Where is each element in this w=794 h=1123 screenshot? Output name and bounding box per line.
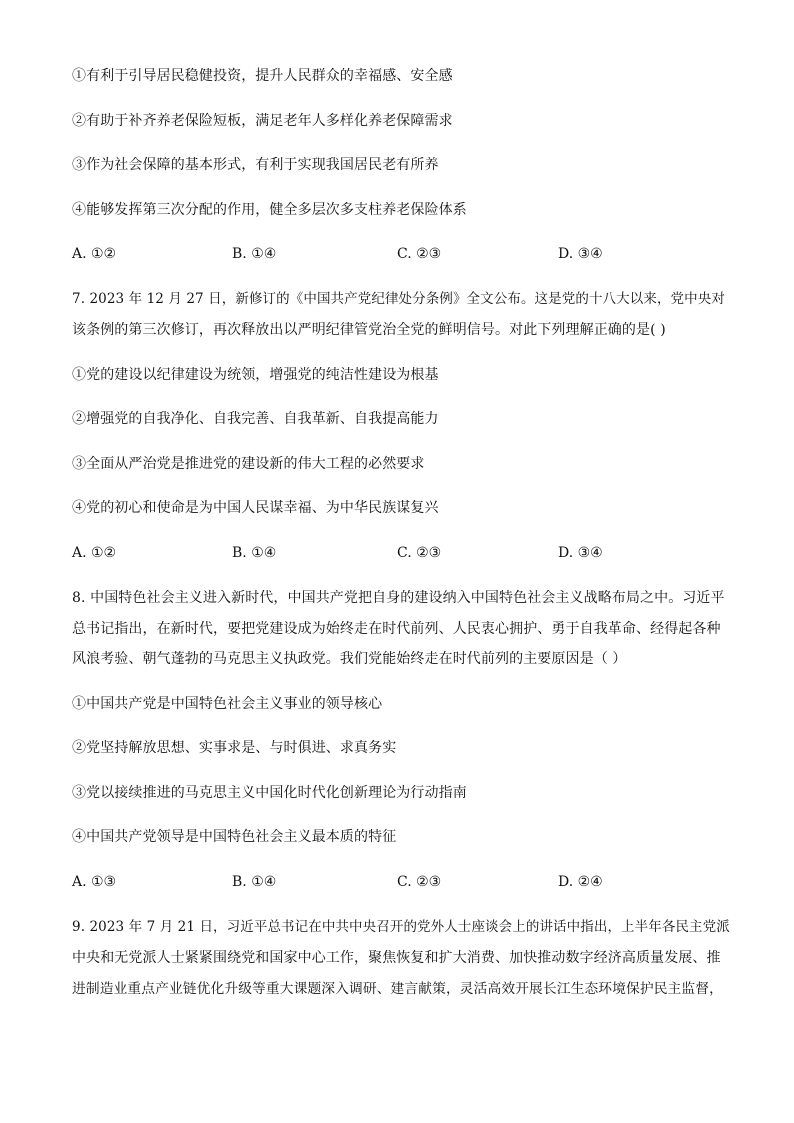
q8-option-b: B. ①④	[232, 874, 277, 890]
q8-statement-1: ①中国共产党是中国特色社会主义事业的领导核心	[72, 696, 383, 712]
q8-statement-2: ②党坚持解放思想、实事求是、与时俱进、求真务实	[72, 740, 397, 756]
q6-statement-4: ④能够发挥第三次分配的作用，健全多层次多支柱养老保险体系	[72, 202, 467, 218]
q6-statement-1: ①有利于引导居民稳健投资，提升人民群众的幸福感、安全感	[72, 68, 453, 84]
q8-statement-3: ③党以接续推进的马克思主义中国化时代化创新理论为行动指南	[72, 785, 467, 801]
q6-option-a: A. ①②	[72, 246, 117, 262]
q8-options	[72, 872, 732, 892]
q6-statement-3: ③作为社会保障的基本形式，有利于实现我国居民老有所养	[72, 157, 439, 173]
q7-statement-4: ④党的初心和使命是为中国人民谋幸福、为中华民族谋复兴	[72, 500, 439, 516]
q9-stem-line-2: 中央和无党派人士紧紧围绕党和国家中心工作，聚焦恢复和扩大消费、加快推动数字经济高质量发展、推	[72, 950, 721, 966]
q6-option-d: D. ③④	[558, 246, 603, 262]
q7-option-c: C. ②③	[397, 545, 442, 561]
q8-option-d: D. ②④	[558, 874, 603, 890]
q7-option-b: B. ①④	[232, 545, 277, 561]
q6-statement-2: ②有助于补齐养老保险短板，满足老年人多样化养老保障需求	[72, 113, 453, 129]
q7-option-a: A. ①②	[72, 545, 117, 561]
q8-statement-4: ④中国共产党领导是中国特色社会主义最本质的特征	[72, 829, 397, 845]
q7-option-d: D. ③④	[558, 545, 603, 561]
q6-options	[72, 244, 732, 264]
q9-stem-line-3: 进制造业重点产业链优化升级等重大课题深入调研、建言献策，灵活高效开展长江生态环境保护民主监督，	[72, 981, 723, 997]
q6-option-b: B. ①④	[232, 246, 277, 262]
q6-option-c: C. ②③	[397, 246, 442, 262]
q7-options	[72, 543, 732, 563]
q9-stem-line-1: 9. 2023 年 7 月 21 日，习近平总书记在中共中央召开的党外人士座谈会上的讲话中指出，上半年各民主党派	[72, 919, 730, 935]
q7-statement-2: ②增强党的自我净化、自我完善、自我革新、自我提高能力	[72, 411, 439, 427]
q7-statement-1: ①党的建设以纪律建设为统领，增强党的纯洁性建设为根基	[72, 367, 439, 383]
q8-stem-line-2: 总书记指出，在新时代，要把党建设成为始终走在时代前列、人民衷心拥护、勇于自我革命、经得起各种	[72, 621, 721, 637]
q8-stem-line-3: 风浪考验、朝气蓬勃的马克思主义执政党。我们党能始终走在时代前列的主要原因是（ ）	[72, 651, 627, 667]
q7-stem-line-1: 7. 2023 年 12 月 27 日，新修订的《中国共产党纪律处分条例》全文公布。这是党的十八大以来，党中央对	[72, 291, 725, 307]
q8-option-a: A. ①③	[72, 874, 117, 890]
q7-statement-3: ③全面从严治党是推进党的建设新的伟大工程的必然要求	[72, 456, 425, 472]
q8-option-c: C. ②③	[397, 874, 442, 890]
q7-stem-line-2: 该条例的第三次修订，再次释放出以严明纪律管党治全党的鲜明信号。对此下列理解正确的是( )	[72, 322, 666, 338]
q8-stem-line-1: 8. 中国特色社会主义进入新时代，中国共产党把自身的建设纳入中国特色社会主义战略布局之中。习近平	[72, 590, 725, 606]
